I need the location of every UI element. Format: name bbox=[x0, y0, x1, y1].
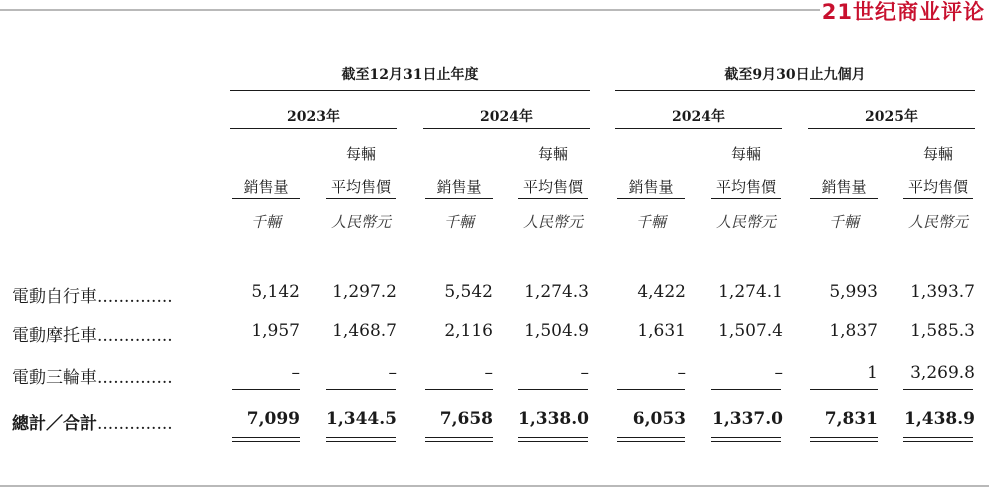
table-cell: 1,504.9 bbox=[524, 321, 589, 341]
col-underline bbox=[810, 198, 878, 199]
table-cell: 1,507.4 bbox=[718, 321, 783, 341]
total-cell: 1,338.0 bbox=[518, 409, 589, 429]
total-double-rule bbox=[232, 437, 300, 442]
table-cell: 1,297.2 bbox=[332, 282, 397, 302]
bottom-divider bbox=[0, 485, 989, 487]
total-cell: 7,099 bbox=[246, 409, 300, 429]
table-cell: – bbox=[484, 363, 493, 383]
col-header-sales-volume: 銷售量 bbox=[821, 178, 867, 196]
brand-logo: 21世纪商业评论 bbox=[821, 0, 985, 24]
total-cell: 1,337.0 bbox=[712, 409, 783, 429]
col-header-sales-volume: 銷售量 bbox=[243, 178, 289, 196]
year-underline bbox=[230, 128, 397, 129]
total-cell: 1,438.9 bbox=[904, 409, 975, 429]
row-label-e-tricycle: 電動三輪車.............. bbox=[12, 368, 173, 388]
col-header-sales-volume: 銷售量 bbox=[628, 178, 674, 196]
table-cell: – bbox=[677, 363, 686, 383]
unit-label-volume: 千輛 bbox=[828, 213, 859, 231]
col-underline bbox=[617, 198, 685, 199]
col-underline bbox=[518, 198, 588, 199]
year-header: 2023年 bbox=[287, 109, 340, 125]
col-header-avg-price-line2: 平均售價 bbox=[330, 178, 391, 196]
table-cell: 5,542 bbox=[444, 282, 493, 302]
unit-label-price: 人民幣元 bbox=[715, 213, 776, 231]
table-cell: 1,631 bbox=[637, 321, 686, 341]
total-double-rule bbox=[810, 437, 878, 442]
total-cell: 7,658 bbox=[439, 409, 493, 429]
table-cell: 1,274.1 bbox=[718, 282, 783, 302]
unit-label-price: 人民幣元 bbox=[522, 213, 583, 231]
total-double-rule bbox=[903, 437, 973, 442]
table-cell: 5,142 bbox=[251, 282, 300, 302]
year-underline bbox=[808, 128, 975, 129]
table-cell: 3,269.8 bbox=[910, 363, 975, 383]
col-underline bbox=[425, 198, 493, 199]
subtotal-rule bbox=[518, 389, 588, 390]
table-cell: 1,468.7 bbox=[332, 321, 397, 341]
subtotal-rule bbox=[810, 389, 878, 390]
top-divider bbox=[0, 9, 820, 11]
group-header-nine-months: 截至9月30日止九個月 bbox=[724, 67, 866, 83]
year-header: 2024年 bbox=[480, 109, 533, 125]
unit-label-price: 人民幣元 bbox=[907, 213, 968, 231]
col-header-avg-price-line2: 平均售價 bbox=[522, 178, 583, 196]
col-underline bbox=[711, 198, 781, 199]
year-header: 2025年 bbox=[865, 109, 918, 125]
col-header-avg-price-line1: 每輛 bbox=[922, 145, 953, 163]
col-header-avg-price-line1: 每輛 bbox=[537, 145, 568, 163]
col-underline bbox=[903, 198, 973, 199]
year-underline bbox=[615, 128, 782, 129]
table-cell: 1,957 bbox=[251, 321, 300, 341]
total-cell: 1,344.5 bbox=[326, 409, 397, 429]
table-cell: – bbox=[580, 363, 589, 383]
unit-label-volume: 千輛 bbox=[443, 213, 474, 231]
group-header-fiscal-year: 截至12月31日止年度 bbox=[341, 67, 479, 83]
table-cell: 1 bbox=[867, 363, 878, 383]
unit-label-price: 人民幣元 bbox=[330, 213, 391, 231]
table-cell: 4,422 bbox=[637, 282, 686, 302]
table-cell: 2,116 bbox=[444, 321, 493, 341]
col-header-avg-price-line2: 平均售價 bbox=[715, 178, 776, 196]
table-cell: – bbox=[774, 363, 783, 383]
subtotal-rule bbox=[232, 389, 300, 390]
col-header-avg-price-line2: 平均售價 bbox=[907, 178, 968, 196]
unit-label-volume: 千輛 bbox=[250, 213, 281, 231]
table-cell: 5,993 bbox=[829, 282, 878, 302]
total-double-rule bbox=[326, 437, 396, 442]
subtotal-rule bbox=[903, 389, 973, 390]
col-header-avg-price-line1: 每輛 bbox=[730, 145, 761, 163]
col-underline bbox=[232, 198, 300, 199]
subtotal-rule bbox=[425, 389, 493, 390]
subtotal-rule bbox=[326, 389, 396, 390]
table-cell: 1,274.3 bbox=[524, 282, 589, 302]
group-underline bbox=[615, 90, 975, 91]
subtotal-rule bbox=[711, 389, 781, 390]
total-double-rule bbox=[425, 437, 493, 442]
total-double-rule bbox=[518, 437, 588, 442]
col-header-avg-price-line1: 每輛 bbox=[345, 145, 376, 163]
table-cell: 1,585.3 bbox=[910, 321, 975, 341]
row-label-e-bicycle: 電動自行車.............. bbox=[12, 287, 173, 307]
total-double-rule bbox=[617, 437, 685, 442]
table-cell: – bbox=[291, 363, 300, 383]
unit-label-volume: 千輛 bbox=[635, 213, 666, 231]
col-underline bbox=[326, 198, 396, 199]
table-cell: 1,837 bbox=[829, 321, 878, 341]
total-cell: 7,831 bbox=[824, 409, 878, 429]
total-double-rule bbox=[711, 437, 781, 442]
year-underline bbox=[423, 128, 590, 129]
year-header: 2024年 bbox=[672, 109, 725, 125]
subtotal-rule bbox=[617, 389, 685, 390]
row-label-total: 總計／合計.............. bbox=[12, 414, 173, 434]
group-underline bbox=[230, 90, 590, 91]
table-cell: – bbox=[388, 363, 397, 383]
table-cell: 1,393.7 bbox=[910, 282, 975, 302]
total-cell: 6,053 bbox=[632, 409, 686, 429]
col-header-sales-volume: 銷售量 bbox=[436, 178, 482, 196]
row-label-e-motorcycle: 電動摩托車.............. bbox=[12, 326, 173, 346]
